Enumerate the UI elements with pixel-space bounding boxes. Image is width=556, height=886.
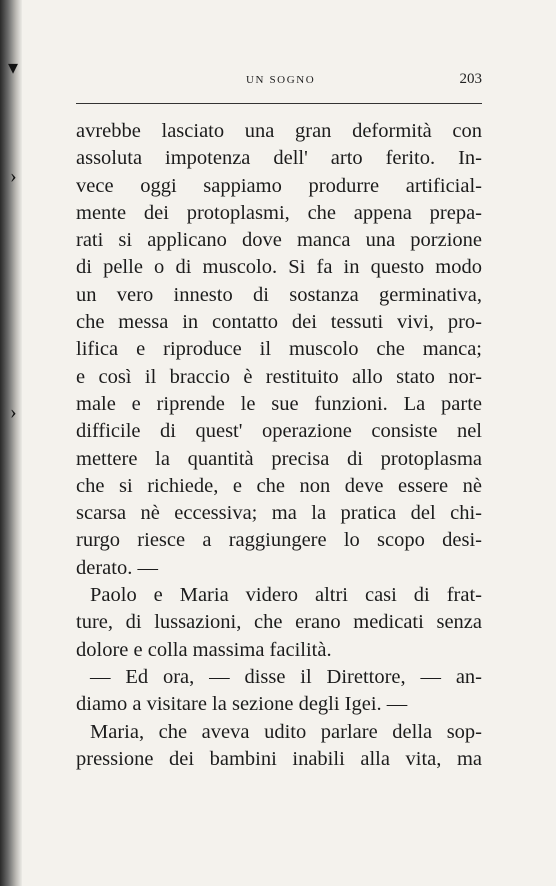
running-header <box>70 71 482 94</box>
binding-mark: › <box>10 165 17 187</box>
text-line: avrebbe lasciato una gran deformità con <box>76 120 482 142</box>
binding-mark: › <box>10 401 17 423</box>
page-number: 203 <box>459 71 482 87</box>
header-rule <box>76 103 482 104</box>
text-line: dolore e colla massima facilità. <box>76 638 332 661</box>
page-binding-edge <box>0 0 22 886</box>
running-title: UN SOGNO <box>246 74 316 86</box>
text-line: mente dei protoplasmi, che appena prepa- <box>76 201 482 224</box>
binding-mark: ▾ <box>8 57 19 79</box>
text-line: mettere la quantità precisa di protoplasma <box>76 447 482 470</box>
text-body <box>76 118 482 773</box>
text-line: rati si applicano dove manca una porzione <box>76 229 482 252</box>
text-line: di pelle o di muscolo. Si fa in questo modo <box>76 256 482 279</box>
text-line: male e riprende le sue funzioni. La parte <box>76 392 482 415</box>
text-line: derato. — <box>76 556 158 579</box>
text-line: pressione dei bambini inabili alla vita, ma <box>76 747 482 770</box>
text-line: lifica e riproduce il muscolo che manca; <box>76 338 482 361</box>
text-line: vece oggi sappiamo produrre artificial- <box>76 174 482 197</box>
text-line: Maria, che aveva udito parlare della sop- <box>90 720 482 743</box>
text-line: che si richiede, e che non deve essere nè <box>76 474 482 497</box>
text-line: scarsa nè eccessiva; ma la pratica del chi- <box>76 502 482 525</box>
text-line: Paolo e Maria videro altri casi di frat- <box>90 584 482 607</box>
text-line: rurgo riesce a raggiungere lo scopo desi- <box>76 529 482 552</box>
text-line: — Ed ora, — disse il Direttore, — an- <box>90 665 482 688</box>
text-line: ture, di lussazioni, che erano medicati senza <box>76 611 482 634</box>
text-line: che messa in contatto dei tessuti vivi, pro- <box>76 311 482 334</box>
text-line: diamo a visitare la sezione degli Igei. — <box>76 693 408 716</box>
text-line: difficile di quest' operazione consiste nel <box>76 420 482 443</box>
text-line: assoluta impotenza dell' arto ferito. In- <box>76 147 482 170</box>
text-line: e così il braccio è restituito allo stato nor- <box>76 365 482 388</box>
text-line: un vero innesto di sostanza germinativa, <box>76 283 482 306</box>
